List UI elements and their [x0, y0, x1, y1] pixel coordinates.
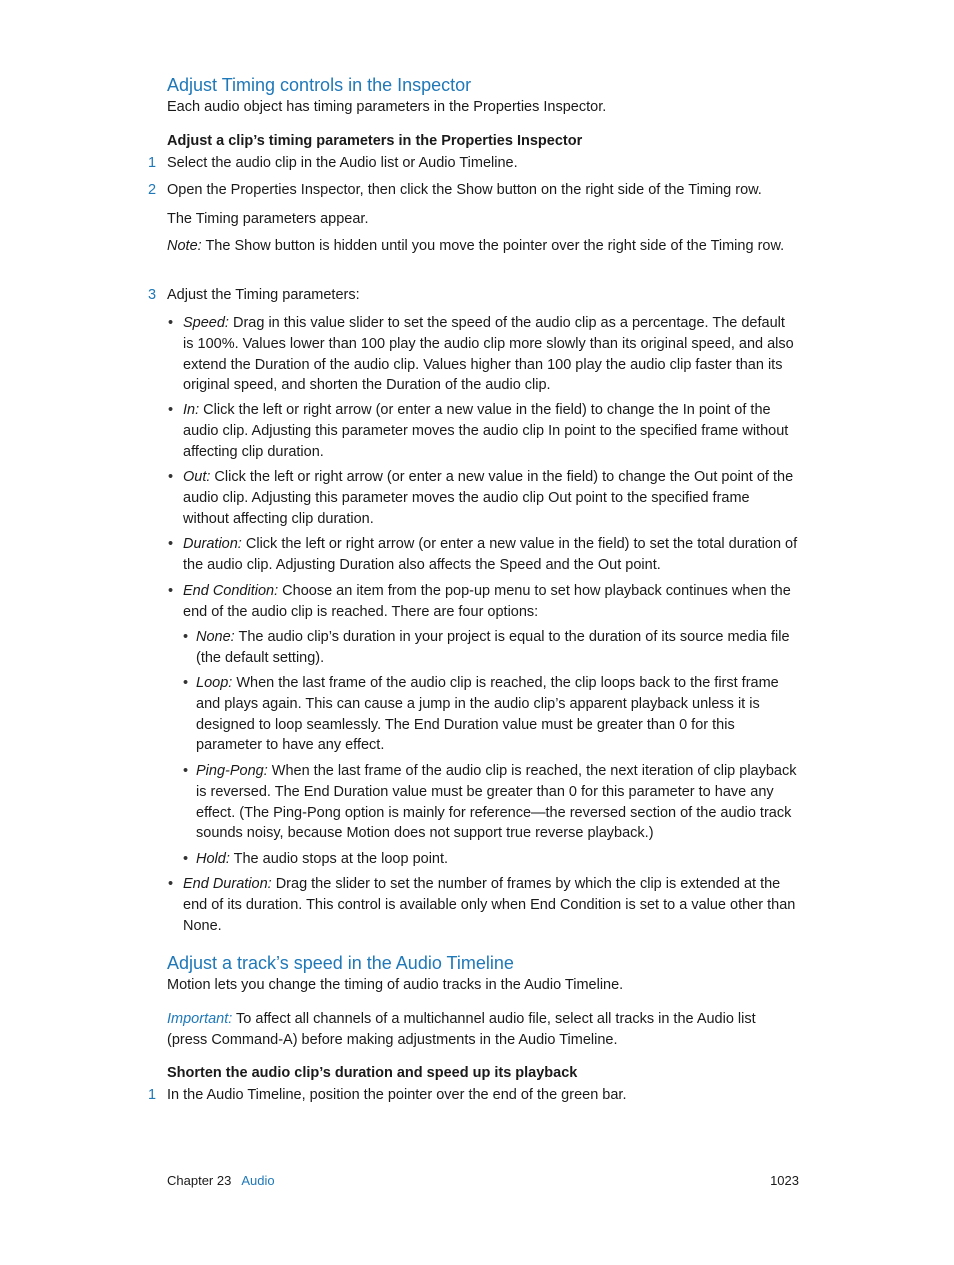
footer-chapter: Chapter 23 [167, 1173, 232, 1188]
footer-section-link[interactable]: Audio [241, 1173, 275, 1188]
term: In: [183, 402, 200, 418]
bullet-icon: • [183, 763, 189, 779]
sub-list-item [196, 673, 799, 756]
step-number: 1 [148, 155, 157, 171]
list-item [183, 467, 799, 529]
list-item [183, 313, 799, 396]
list-item [183, 534, 799, 576]
bullet-icon: • [183, 675, 189, 691]
page-footer [167, 1172, 799, 1190]
description: Drag the slider to set the number of frames by which the clip is extended at the end of its duration. This control is available only when End Condition is set to a value other than None. [183, 876, 796, 934]
note-label: Note: [167, 238, 202, 254]
step-text: Select the audio clip in the Audio list or Audio Timeline. [167, 155, 518, 171]
section-heading: Adjust a track’s speed in the Audio Timeline [167, 953, 514, 973]
bullet-icon: • [183, 629, 189, 645]
page-number: 1023 [770, 1173, 799, 1188]
bullet-icon: • [168, 315, 174, 331]
description: The audio clip’s duration in your project is equal to the duration of its source media file (the default setting). [196, 629, 790, 666]
list-item [183, 874, 799, 936]
important-label: Important: [167, 1011, 233, 1027]
step-number: 1 [148, 1087, 157, 1103]
note-paragraph [167, 236, 799, 257]
step-text: In the Audio Timeline, position the pointer over the end of the green bar. [167, 1087, 627, 1103]
step-text: Open the Properties Inspector, then click the Show button on the right side of the Timing row. [167, 182, 762, 198]
term: Hold: [196, 851, 230, 867]
task-heading: Shorten the audio clip’s duration and speed up its playback [167, 1065, 578, 1081]
description: The audio stops at the loop point. [229, 851, 449, 867]
description: When the last frame of the audio clip is reached, the next iteration of clip playback is reversed. The End Duration value must be greater than 0 for this parameter to have any effect. (The Ping-Pong option is mainly for reference—the reversed section of the audio track sounds noisy, because Motion does not support true reverse playback.) [196, 763, 797, 842]
description: Click the left or right arrow (or enter a new value in the field) to change the Out point of the audio clip. Adjusting this parameter moves the audio clip Out point to the specified frame without affecting clip duration. [183, 469, 794, 527]
bullet-icon: • [168, 583, 174, 599]
step-number: 3 [148, 287, 157, 303]
list-item [183, 581, 799, 623]
term: Loop: [196, 675, 233, 691]
term: Out: [183, 469, 211, 485]
description: Click the left or right arrow (or enter a new value in the field) to set the total duration of the audio clip. Adjusting Duration also affects the Speed and the Out point. [183, 536, 798, 573]
term: Speed: [183, 315, 229, 331]
bullet-icon: • [168, 536, 174, 552]
section-heading: Adjust Timing controls in the Inspector [167, 75, 472, 95]
term: None: [196, 629, 235, 645]
bullet-icon: • [168, 469, 174, 485]
note-text: The Show button is hidden until you move the pointer over the right side of the Timing row. [201, 238, 785, 254]
step-text: Adjust the Timing parameters: [167, 287, 360, 303]
important-paragraph [167, 1009, 799, 1051]
section-intro: Each audio object has timing parameters in the Properties Inspector. [167, 99, 607, 115]
list-item [183, 400, 799, 462]
term: End Condition: [183, 583, 279, 599]
bullet-icon: • [183, 851, 189, 867]
step-result: The Timing parameters appear. [167, 211, 369, 227]
task-heading: Adjust a clip’s timing parameters in the Properties Inspector [167, 133, 583, 149]
bullet-icon: • [168, 402, 174, 418]
section-intro: Motion lets you change the timing of audio tracks in the Audio Timeline. [167, 977, 624, 993]
important-text: To affect all channels of a multichannel audio file, select all tracks in the Audio list (press Command-A) before making adjustments in the Audio Timeline. [167, 1011, 756, 1048]
description: Drag in this value slider to set the speed of the audio clip as a percentage. The default is 100%. Values lower than 100 play the audio clip more slowly than its original speed, and also extend the Duration of the audio clip. Values higher than 100 play the audio clip faster than its original speed, and shorten the Duration of the audio clip. [183, 315, 794, 394]
description: When the last frame of the audio clip is reached, the clip loops back to the first frame and plays again. This can cause a jump in the audio clip’s apparent playback unless it is designed to loop seamlessly. The End Duration value must be greater than 0 for this parameter to have any effect. [196, 675, 779, 754]
sub-list-item [196, 849, 799, 870]
bullet-icon: • [168, 876, 174, 892]
term: Ping-Pong: [196, 763, 268, 779]
step-number: 2 [148, 182, 157, 198]
term: Duration: [183, 536, 242, 552]
description: Click the left or right arrow (or enter a new value in the field) to change the In point of the audio clip. Adjusting this parameter moves the audio clip In point to the specified frame without affecting clip duration. [183, 402, 789, 460]
description: Choose an item from the pop-up menu to set how playback continues when the end of the audio clip is reached. There are four options: [183, 583, 791, 620]
sub-list-item [196, 761, 799, 844]
term: End Duration: [183, 876, 272, 892]
sub-list-item [196, 627, 799, 669]
